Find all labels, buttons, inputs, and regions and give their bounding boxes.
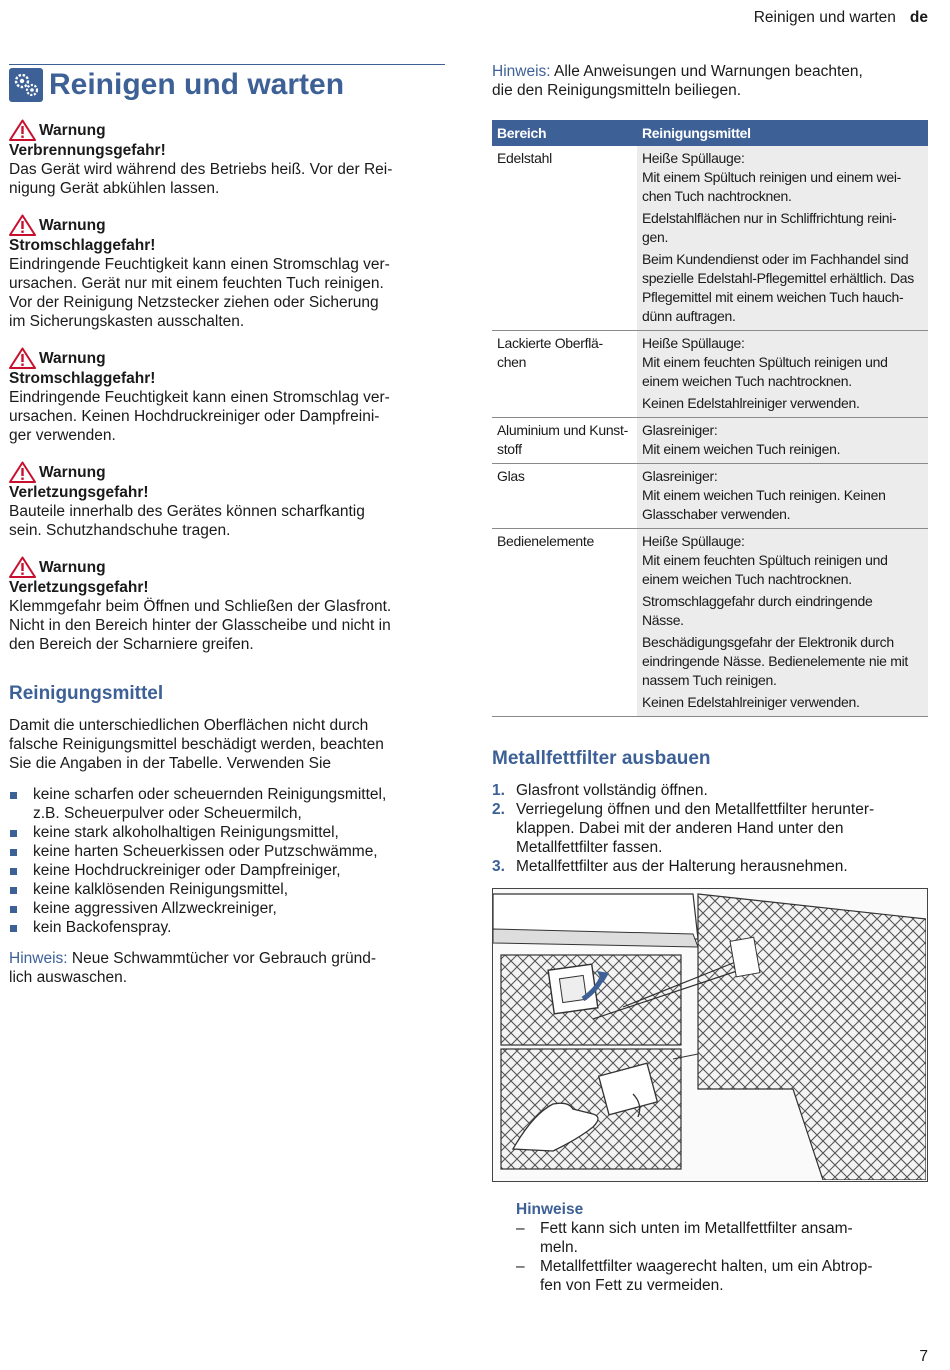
agent-paragraph: [642, 209, 923, 247]
warning-triangle-icon: [9, 119, 36, 141]
step-item: [492, 781, 928, 800]
area-cell: [492, 331, 637, 418]
text-line: Nicht in den Bereich hinter der Glasscheibe und nicht in: [9, 617, 391, 634]
text-line: keine harten Scheuerkissen oder Putzschwämme,: [33, 843, 378, 860]
text-line: Beim Kundendienst oder im Fachhandel sind: [642, 251, 909, 267]
text-line: Edelstahlflächen nur in Schliffrichtung reini-: [642, 210, 897, 226]
text-line: keine Hochdruckreiniger oder Dampfreiniger,: [33, 862, 341, 879]
gears-icon: [9, 68, 43, 102]
warning-block: [9, 214, 445, 331]
text-line: Heiße Spüllauge:: [642, 150, 745, 166]
cleaning-table: [492, 120, 928, 717]
intro-line: falsche Reinigungsmittel beschädigt werden, beachten: [9, 736, 384, 753]
warning-title: Stromschlaggefahr!: [9, 237, 156, 254]
text-line: gen.: [642, 229, 669, 245]
filter-notes: [516, 1200, 928, 1295]
text-line: meln.: [540, 1239, 578, 1256]
text-line: Mit einem feuchten Spültuch reinigen und: [642, 552, 888, 568]
text-line: Heiße Spüllauge:: [642, 533, 745, 549]
list-item: [9, 785, 445, 823]
area-cell: [492, 146, 637, 331]
text-line: nigung Gerät abkühlen lassen.: [9, 180, 220, 197]
warning-text: [9, 388, 445, 445]
text-line: stoff: [497, 441, 522, 457]
warning-head: [9, 214, 445, 236]
text-line: Pflegemittel mit einem weichen Tuch hauch-: [642, 289, 904, 305]
text-line: Stromschlaggefahr durch eindringende: [642, 593, 873, 609]
text-line: ursachen. Gerät nur mit einem feuchten Tuch reinigen.: [9, 275, 384, 292]
text-line: eindringende Nässe. Bedienelemente nie mit: [642, 653, 909, 669]
agent-cell: [637, 529, 928, 717]
text-line: einem weichen Tuch nachtrocknen.: [642, 571, 852, 587]
text-line: Glasschaber verwenden.: [642, 506, 791, 522]
list-item: [9, 918, 445, 937]
filter-heading: Metallfettfilter ausbauen: [492, 748, 711, 769]
area-cell: [492, 529, 637, 717]
warning-triangle-icon: [9, 347, 36, 369]
warning-block: [9, 119, 445, 198]
note-label: Hinweis:: [492, 63, 551, 80]
warning-head: [9, 119, 445, 141]
warning-block: [9, 461, 445, 540]
list-item: [9, 861, 445, 880]
note-label: Hinweis:: [9, 950, 68, 967]
avoid-list: [9, 785, 445, 937]
text-line: klappen. Dabei mit der anderen Hand unter den: [516, 820, 844, 837]
note-line: lich auswaschen.: [9, 969, 128, 986]
note-line: Alle Anweisungen und Warnungen beachten,: [550, 63, 863, 80]
text-line: sein. Schutzhandschuhe tragen.: [9, 522, 231, 539]
table-row: [492, 418, 928, 464]
step-number: 2.: [492, 801, 505, 818]
text-line: spezielle Edelstahl-Pflegemittel erhältlich. Das: [642, 270, 914, 286]
agent-paragraph: [642, 592, 923, 630]
text-line: Heiße Spüllauge:: [642, 335, 745, 351]
page-number: 7: [919, 1348, 928, 1365]
text-line: Nässe.: [642, 612, 684, 628]
notes-list: [516, 1219, 928, 1295]
text-line: den Bereich der Scharniere greifen.: [9, 636, 254, 653]
text-line: Mit einem Spültuch reinigen und einem wei-: [642, 169, 901, 185]
text-line: keine stark alkoholhaltigen Reinigungsmittel,: [33, 824, 339, 841]
warning-triangle-icon: [9, 214, 36, 236]
text-line: Mit einem weichen Tuch reinigen.: [642, 441, 841, 457]
text-line: Fett kann sich unten im Metallfettfilter ansam-: [540, 1220, 853, 1237]
intro-line: Sie die Angaben in der Tabelle. Verwenden Sie: [9, 755, 332, 772]
page-title-row: [9, 64, 445, 103]
text-line: Vor der Reinigung Netzstecker ziehen oder Sicherung: [9, 294, 379, 311]
column-header: Bereich: [492, 120, 637, 146]
text-line: Mit einem feuchten Spültuch reinigen und: [642, 354, 888, 370]
warning-title: Verletzungsgefahr!: [9, 579, 149, 596]
step-item: [492, 857, 928, 876]
sponge-note: [9, 949, 445, 987]
warning-label: Warnung: [39, 349, 106, 367]
text-line: Glasreiniger:: [642, 468, 718, 484]
area-cell: [492, 418, 637, 464]
text-line: Beschädigungsgefahr der Elektronik durch: [642, 634, 894, 650]
warning-text: [9, 160, 445, 198]
warnings-list: [9, 119, 445, 654]
table-row: [492, 464, 928, 529]
text-line: Eindringende Feuchtigkeit kann einen Stromschlag ver-: [9, 256, 390, 273]
warning-head: [9, 461, 445, 483]
text-line: z.B. Scheuerpulver oder Scheuermilch,: [33, 805, 302, 822]
table-row: [492, 529, 928, 717]
text-line: Lackierte Oberflä-: [497, 335, 603, 351]
text-line: im Sicherungskasten ausschalten.: [9, 313, 245, 330]
section-name: Reinigen und warten: [753, 9, 896, 26]
step-item: [492, 800, 928, 857]
agent-paragraph: [642, 693, 923, 712]
warning-title: Verletzungsgefahr!: [9, 484, 149, 501]
agent-cell: [637, 146, 928, 331]
warning-triangle-icon: [9, 556, 36, 578]
text-line: Bedienelemente: [497, 533, 594, 549]
text-line: ger verwenden.: [9, 427, 116, 444]
text-line: Metallfettfilter aus der Halterung herausnehmen.: [516, 858, 848, 875]
left-column: [9, 64, 445, 987]
agent-paragraph: [642, 532, 923, 589]
text-line: Glas: [497, 468, 525, 484]
text-line: Glasreiniger:: [642, 422, 718, 438]
agent-cell: [637, 464, 928, 529]
cleaning-agents-heading: Reinigungsmittel: [9, 683, 164, 704]
text-line: einem weichen Tuch nachtrocknen.: [642, 373, 852, 389]
warning-text: [9, 502, 445, 540]
text-line: Mit einem weichen Tuch reinigen. Keinen: [642, 487, 886, 503]
agent-cell: [637, 331, 928, 418]
warning-head: [9, 347, 445, 369]
note-line: Neue Schwammtücher vor Gebrauch gründ-: [67, 950, 376, 967]
warning-label: Warnung: [39, 216, 106, 234]
text-line: Keinen Edelstahlreiniger verwenden.: [642, 395, 860, 411]
filter-removal-illustration: [492, 888, 928, 1182]
language-code: de: [909, 9, 928, 26]
notes-heading: Hinweise: [516, 1201, 584, 1218]
table-row: [492, 146, 928, 331]
right-column: [492, 62, 928, 1295]
agent-paragraph: [642, 421, 923, 459]
list-item: [9, 842, 445, 861]
agent-paragraph: [642, 334, 923, 391]
warning-head: [9, 556, 445, 578]
column-header: Reinigungsmittel: [637, 120, 928, 146]
list-item: [9, 880, 445, 899]
intro-line: Damit die unterschiedlichen Oberflächen nicht durch: [9, 717, 369, 734]
warning-text: [9, 255, 445, 331]
page-title: Reinigen und warten: [49, 68, 345, 101]
text-line: chen Tuch nachtrocknen.: [642, 188, 792, 204]
warning-title: Verbrennungsgefahr!: [9, 142, 166, 159]
text-line: Verriegelung öffnen und den Metallfettfilter herunter-: [516, 801, 875, 818]
warning-label: Warnung: [39, 463, 106, 481]
text-line: keine aggressiven Allzweckreiniger,: [33, 900, 277, 917]
agent-paragraph: [642, 467, 923, 524]
warning-label: Warnung: [39, 121, 106, 139]
text-line: Keinen Edelstahlreiniger verwenden.: [642, 694, 860, 710]
text-line: Edelstahl: [497, 150, 552, 166]
text-line: fen von Fett zu vermeiden.: [540, 1277, 724, 1294]
note-item: [516, 1257, 928, 1295]
running-header: [754, 8, 928, 27]
text-line: Klemmgefahr beim Öffnen und Schließen der Glasfront.: [9, 598, 392, 615]
list-item: [9, 823, 445, 842]
warning-title: Stromschlaggefahr!: [9, 370, 156, 387]
list-item: [9, 899, 445, 918]
step-number: 1.: [492, 782, 505, 799]
text-line: keine kalklösenden Reinigungsmittel,: [33, 881, 289, 898]
text-line: keine scharfen oder scheuernden Reinigungsmittel,: [33, 786, 387, 803]
text-line: Metallfettfilter waagerecht halten, um ein Abtrop-: [540, 1258, 873, 1275]
warning-triangle-icon: [9, 461, 36, 483]
warning-block: [9, 556, 445, 654]
warning-label: Warnung: [39, 558, 106, 576]
agent-paragraph: [642, 633, 923, 690]
note-item: [516, 1219, 928, 1257]
note-line: die den Reinigungsmitteln beiliegen.: [492, 82, 742, 99]
text-line: ursachen. Keinen Hochdruckreiniger oder Dampfreini-: [9, 408, 380, 425]
step-number: 3.: [492, 858, 505, 875]
agent-cell: [637, 418, 928, 464]
filter-steps: [492, 781, 928, 876]
area-cell: [492, 464, 637, 529]
agent-paragraph: [642, 149, 923, 206]
text-line: Glasfront vollständig öffnen.: [516, 782, 708, 799]
text-line: dünn auftragen.: [642, 308, 736, 324]
text-line: kein Backofenspray.: [33, 919, 172, 936]
agent-paragraph: [642, 394, 923, 413]
text-line: Aluminium und Kunst-: [497, 422, 628, 438]
agent-paragraph: [642, 250, 923, 326]
instructions-note: [492, 62, 928, 100]
text-line: chen: [497, 354, 527, 370]
warning-text: [9, 597, 445, 654]
text-line: Metallfettfilter fassen.: [516, 839, 663, 856]
text-line: nassem Tuch reinigen.: [642, 672, 777, 688]
text-line: Eindringende Feuchtigkeit kann einen Stromschlag ver-: [9, 389, 390, 406]
warning-block: [9, 347, 445, 445]
table-row: [492, 331, 928, 418]
text-line: Das Gerät wird während des Betriebs heiß. Vor der Rei-: [9, 161, 393, 178]
table-header-row: [492, 120, 928, 146]
text-line: Bauteile innerhalb des Gerätes können scharfkantig: [9, 503, 365, 520]
cleaning-agents-intro: [9, 716, 445, 773]
